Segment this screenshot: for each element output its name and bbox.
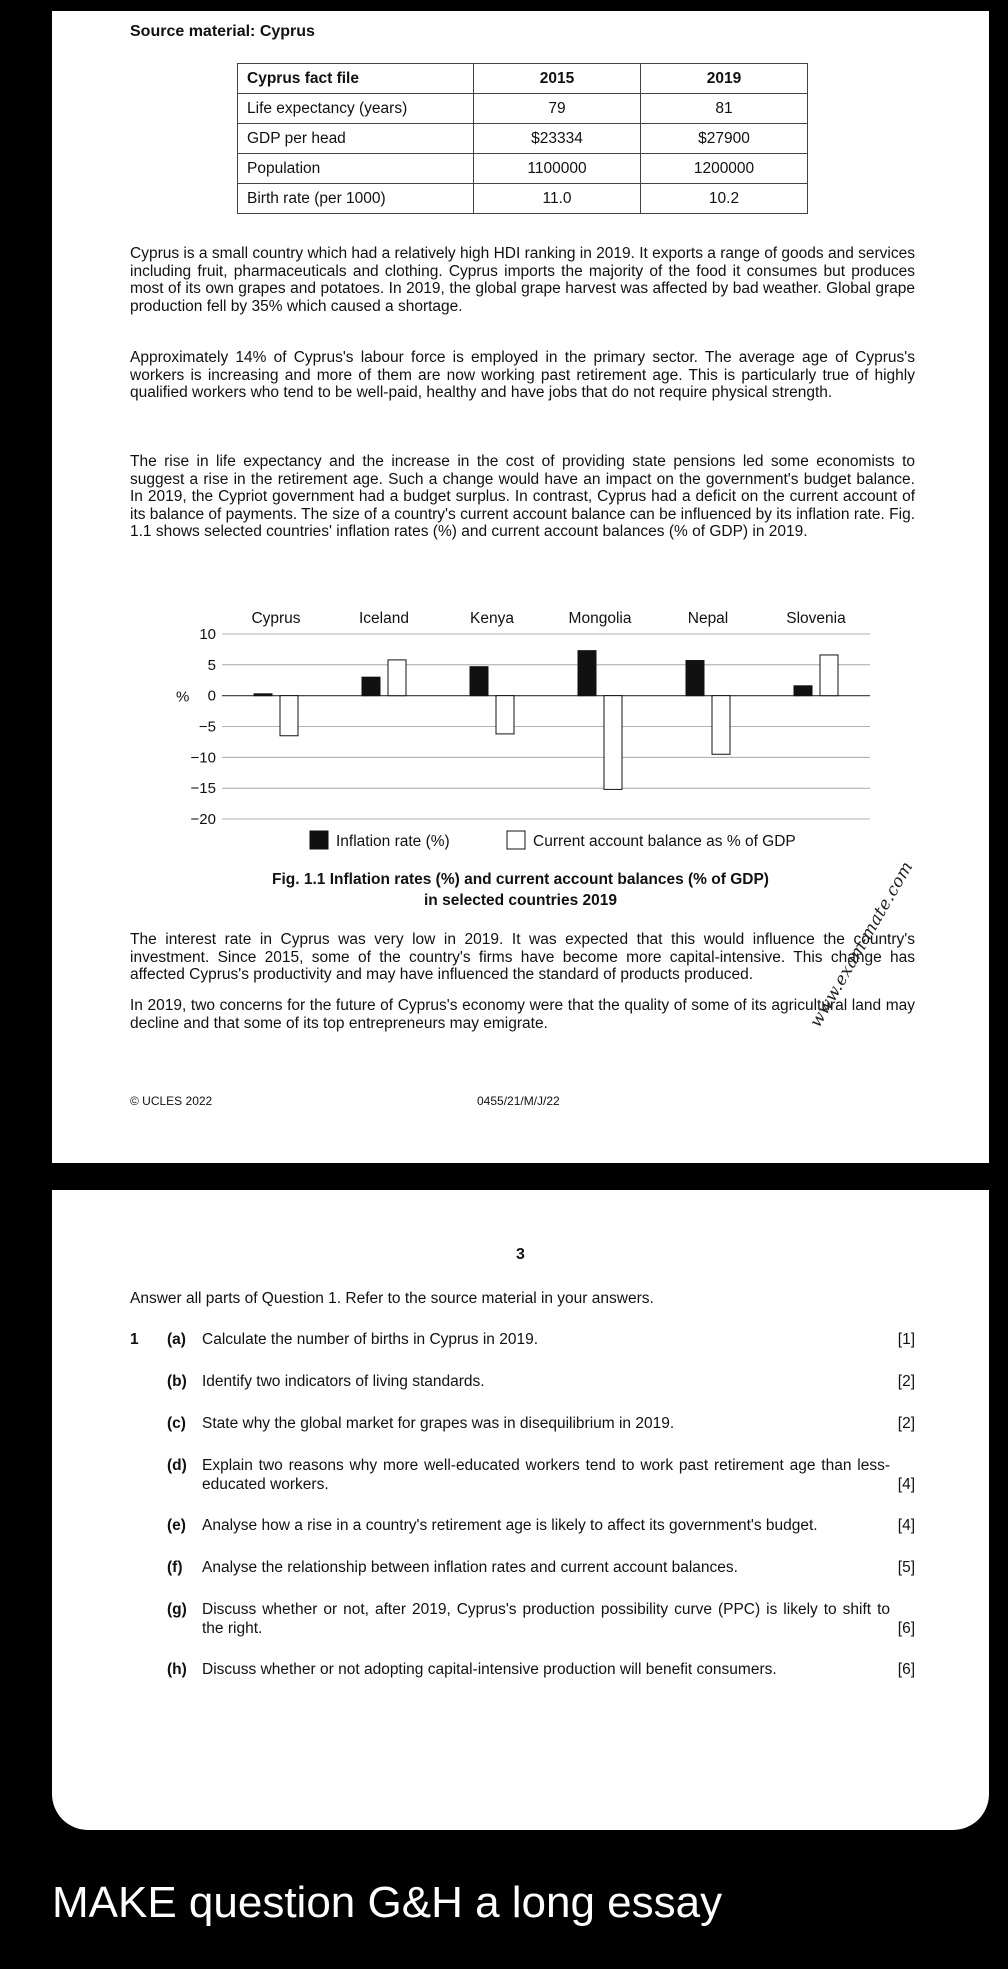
cyprus-fact-table [237, 63, 808, 214]
inflation-bar [794, 686, 812, 696]
source-page [52, 11, 989, 1163]
question-text: Analyse the relationship between inflation rates and current account balances. [202, 1559, 738, 1576]
caption-line: Fig. 1.1 Inflation rates (%) and current account balances (% of GDP) [272, 871, 769, 888]
question-text: Calculate the number of births in Cyprus in 2019. [202, 1331, 539, 1348]
figure-caption [52, 869, 989, 911]
table-header-row [238, 64, 808, 94]
questions-page [52, 1190, 989, 1830]
table-cell: 1100000 [474, 154, 641, 184]
question-text: Discuss whether or not adopting capital-intensive production will benefit consumers. [202, 1661, 777, 1678]
current-account-bar [280, 696, 298, 736]
question-marks: [2] [897, 1415, 915, 1432]
watermark: www.exam-mate.com [806, 857, 918, 1031]
question-marks: [6] [897, 1661, 915, 1678]
question-marks: [6] [897, 1620, 915, 1637]
y-tick-label: −15 [190, 780, 216, 798]
inflation-bar [686, 661, 704, 696]
question-text: Discuss whether or not, after 2019, Cyprus's production possibility curve (PPC) is likely to shift to the right. [202, 1601, 890, 1637]
question-text: Analyse how a rise in a country's retirement age is likely to affect its government's budget. [202, 1517, 818, 1534]
table-header: Cyprus fact file [238, 64, 474, 94]
table-row [238, 154, 808, 184]
question-letter: (d) [167, 1457, 187, 1474]
caption-line: in selected countries 2019 [424, 892, 617, 909]
question-text: Explain two reasons why more well-educated workers tend to work past retirement age than less-educated workers. [202, 1457, 890, 1493]
source-title: Source material: Cyprus [130, 23, 315, 40]
y-tick-label: −20 [190, 811, 216, 828]
category-label: Cyprus [251, 610, 301, 627]
table-cell: Population [238, 154, 474, 184]
table-cell: 11.0 [474, 184, 641, 214]
table-header: 2019 [641, 64, 808, 94]
page-number: 3 [516, 1246, 525, 1263]
table-cell: GDP per head [238, 124, 474, 154]
question-letter: (f) [167, 1559, 183, 1576]
category-label: Iceland [359, 610, 409, 627]
legend-swatch-current-account [507, 831, 525, 849]
inflation-bar [470, 667, 488, 696]
table-cell: 1200000 [641, 154, 808, 184]
current-account-bar [712, 696, 730, 755]
y-tick-label: 5 [207, 656, 216, 674]
table-header: 2015 [474, 64, 641, 94]
source-paragraph: In 2019, two concerns for the future of Cyprus's economy were that the quality of some of its agricultural land may decline and that some of its top entrepreneurs may emigrate. [130, 997, 915, 1032]
source-paragraph: The interest rate in Cyprus was very low in 2019. It was expected that this would influence the country's investment. Since 2015, some of the country's firms have become more capital-intensive. This change has affected Cyprus's productivity and may have influenced the standard of products produced. [130, 931, 915, 983]
question-letter: (h) [167, 1661, 187, 1678]
inflation-bar [254, 694, 272, 696]
category-label: Slovenia [786, 610, 846, 627]
current-account-bar [388, 660, 406, 696]
category-label: Mongolia [568, 610, 632, 627]
question-number: 1 [130, 1331, 139, 1348]
question-marks: [4] [897, 1476, 915, 1493]
current-account-bar [496, 696, 514, 734]
y-tick-label: −10 [190, 749, 216, 767]
current-account-bar [820, 655, 838, 696]
table-cell: 81 [641, 94, 808, 124]
inflation-bar [362, 677, 380, 696]
question-letter: (a) [167, 1331, 186, 1348]
source-paragraph: The rise in life expectancy and the increase in the cost of providing state pensions led some economists to suggest a rise in the retirement age. Such a change would have an impact on the government's budget balance. In 2019, the Cypriot government had a budget surplus. In contrast, Cyprus had a deficit on the current account of its balance of payments. The size of a country's current account balance can be influenced by its inflation rate. Fig. 1.1 shows selected countries' inflation rates (%) and current account balances (% of GDP) in 2019. [130, 453, 915, 540]
table-cell: 79 [474, 94, 641, 124]
table-cell: Birth rate (per 1000) [238, 184, 474, 214]
category-label: Nepal [687, 610, 729, 627]
table-row [238, 94, 808, 124]
table-cell: Life expectancy (years) [238, 94, 474, 124]
question-marks: [4] [897, 1517, 915, 1534]
user-prompt-text: MAKE question G&H a long essay [52, 1878, 723, 1927]
paper-code-footer: 0455/21/M/J/22 [477, 1094, 560, 1108]
source-paragraph: Cyprus is a small country which had a relatively high HDI ranking in 2019. It exports a range of goods and services including fruit, pharmaceuticals and clothing. Cyprus imports the majority of the food it consumes but produces most of its own grapes and potatoes. In 2019, the global grape harvest was affected by bad weather. Global grape production fell by 35% which caused a shortage. [130, 245, 915, 315]
inflation-current-account-chart [52, 596, 989, 858]
table-cell: $27900 [641, 124, 808, 154]
y-tick-label: 10 [199, 626, 216, 643]
table-row [238, 184, 808, 214]
question-text: Identify two indicators of living standards. [202, 1373, 485, 1390]
question-letter: (b) [167, 1373, 187, 1390]
inflation-bar [578, 651, 596, 696]
questions-intro: Answer all parts of Question 1. Refer to the source material in your answers. [130, 1290, 654, 1307]
question-letter: (c) [167, 1415, 186, 1432]
category-label: Kenya [470, 610, 514, 627]
y-tick-label: 0 [207, 687, 216, 705]
question-marks: [5] [897, 1559, 915, 1576]
legend-swatch-inflation [310, 831, 328, 849]
legend-label: Inflation rate (%) [336, 833, 450, 850]
table-row [238, 124, 808, 154]
table-cell: 10.2 [641, 184, 808, 214]
question-marks: [2] [897, 1373, 915, 1390]
question-text: State why the global market for grapes was in disequilibrium in 2019. [202, 1415, 675, 1432]
copyright-footer: © UCLES 2022 [130, 1094, 213, 1108]
question-marks: [1] [897, 1331, 915, 1348]
table-cell: $23334 [474, 124, 641, 154]
y-tick-label: −5 [198, 718, 216, 736]
source-paragraph: Approximately 14% of Cyprus's labour force is employed in the primary sector. The average age of Cyprus's workers is increasing and more of them are now working past retirement age. This is particularly true of highly qualified workers who tend to be well-paid, healthy and have jobs that do not require physical strength. [130, 349, 915, 401]
y-axis-label: % [176, 688, 190, 706]
question-letter: (e) [167, 1517, 186, 1534]
legend-label: Current account balance as % of GDP [533, 833, 796, 850]
current-account-bar [604, 696, 622, 790]
question-letter: (g) [167, 1601, 187, 1618]
